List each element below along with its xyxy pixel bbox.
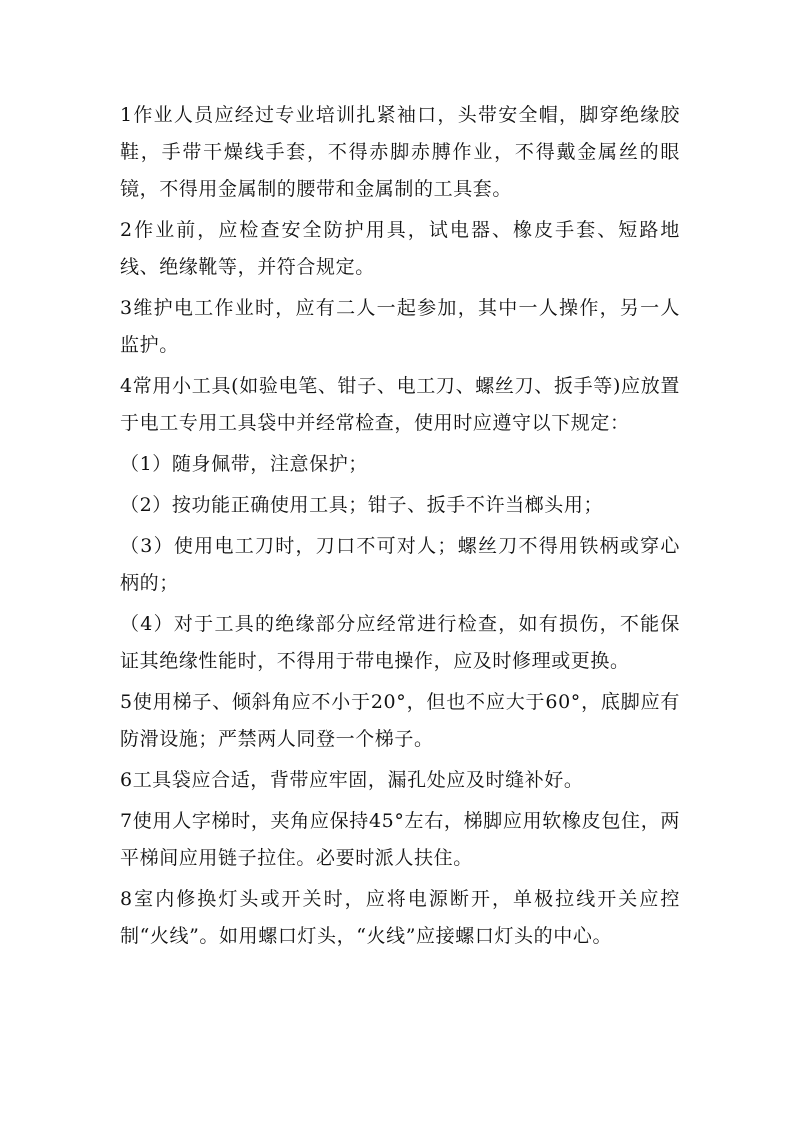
paragraph-rule-4: 4常用小工具(如验电笔、钳子、电工刀、螺丝刀、扳手等)应放置于电工专用工具袋中并经常检查，使用时应遵守以下规定： xyxy=(120,375,680,434)
paragraph-rule-2: 2作业前，应检查安全防护用具，试电器、橡皮手套、短路地线、绝缘靴等，并符合规定。 xyxy=(120,219,680,278)
paragraph-rule-5: 5使用梯子、倾斜角应不小于20°，但也不应大于60°，底脚应有防滑设施；严禁两人同登一个梯子。 xyxy=(120,691,680,750)
paragraph-rule-4-item-1: （1）随身佩带，注意保护； xyxy=(120,453,368,475)
paragraph-rule-8: 8室内修换灯头或开关时，应将电源断开，单极拉线开关应控制“火线”。如用螺口灯头，“火线”应接螺口灯头的中心。 xyxy=(120,888,680,947)
paragraph-rule-7: 7使用人字梯时，夹角应保持45°左右，梯脚应用软橡皮包住，两平梯间应用链子拉住。必要时派人扶住。 xyxy=(120,810,680,869)
document-body xyxy=(120,97,680,959)
paragraph-rule-6: 6工具袋应合适，背带应牢固，漏孔处应及时缝补好。 xyxy=(120,769,584,791)
paragraph-rule-4-item-3: （3）使用电工刀时，刀口不可对人；螺丝刀不得用铁柄或穿心柄的； xyxy=(120,535,680,594)
paragraph-rule-4-item-4: （4）对于工具的绝缘部分应经常进行检查，如有损伤，不能保证其绝缘性能时，不得用于带电操作，应及时修理或更换。 xyxy=(120,613,680,672)
paragraph-rule-3: 3维护电工作业时，应有二人一起参加，其中一人操作，另一人监护。 xyxy=(120,297,680,356)
paragraph-rule-1: 1作业人员应经过专业培训扎紧袖口，头带安全帽，脚穿绝缘胶鞋，手带干燥线手套，不得赤脚赤膊作业，不得戴金属丝的眼镜，不得用金属制的腰带和金属制的工具套。 xyxy=(120,104,680,200)
paragraph-rule-4-item-2: （2）按功能正确使用工具；钳子、扳手不许当榔头用； xyxy=(120,494,604,516)
